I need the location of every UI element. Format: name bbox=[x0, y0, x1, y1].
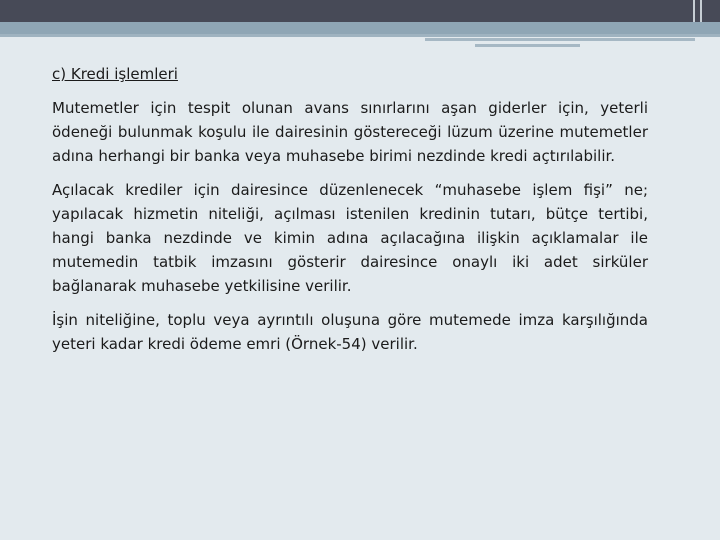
top-bar-divider bbox=[693, 0, 695, 24]
paragraph: İşin niteliğine, toplu veya ayrıntılı oluşuna göre mutemede imza karşılığında yeteri kadar kredi ödeme emri (Örnek-54) verilir. bbox=[52, 311, 648, 353]
decorative-rule bbox=[475, 44, 580, 47]
top-bar-divider bbox=[700, 0, 702, 24]
header-band-line bbox=[0, 34, 720, 37]
top-bar bbox=[0, 0, 720, 22]
slide-heading: c) Kredi işlemleri bbox=[52, 65, 178, 83]
paragraph: Mutemetler için tespit olunan avans sınırlarını aşan giderler için, yeterli ödeneği bulunmak koşulu ile dairesinin göstereceği lüzum üzerine mutemetler adına herhangi bir banka veya muhasebe birimi nezdinde kredi açtırılabilir. bbox=[52, 99, 648, 165]
slide-content bbox=[52, 62, 648, 366]
paragraph: Açılacak krediler için dairesince düzenlenecek “muhasebe işlem fişi” ne; yapılacak hizmetin niteliği, açılması istenilen kredinin tutarı, bütçe tertibi, hangi banka nezdinde ve kimin adına açılacağına ilişkin açıklamalar ile mutemedin tatbik imzasını gösterir dairesince onaylı iki adet sirküler bağlanarak muhasebe yetkilisine verilir. bbox=[52, 181, 648, 295]
decorative-rule bbox=[425, 38, 695, 41]
header-band bbox=[0, 22, 720, 34]
